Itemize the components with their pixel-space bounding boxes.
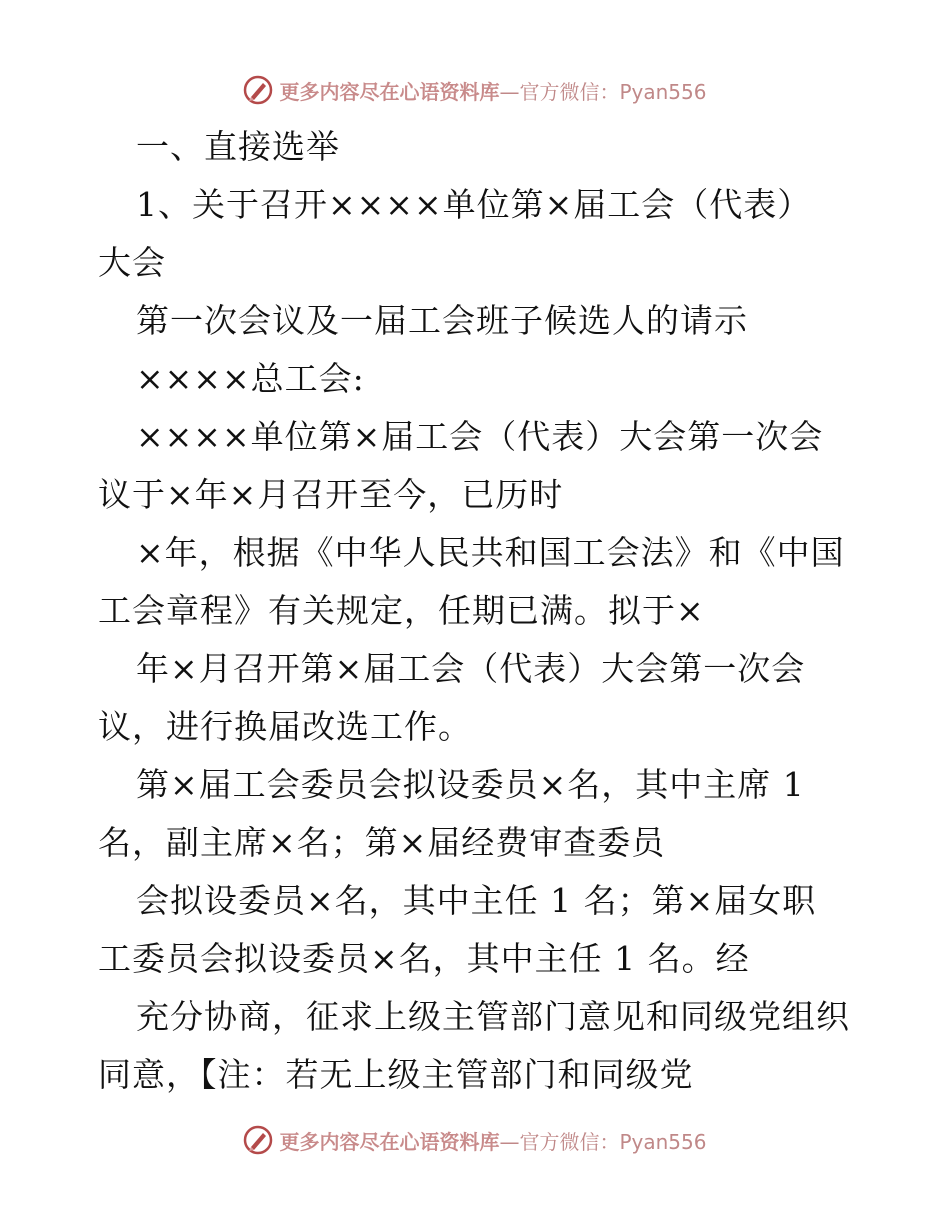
text-line: 名，副主席×名；第×届经费审查委员 <box>98 823 666 862</box>
text-line: ×年，根据《中华人民共和国工会法》和《中国 <box>136 533 845 572</box>
document-body <box>98 118 858 1104</box>
watermark-contact-text: —官方微信：Pyan556 <box>499 1129 707 1154</box>
text-line: 大会 <box>98 243 166 282</box>
text-line: 同意，【注：若无上级主管部门和同级党 <box>98 1055 694 1094</box>
text-line: 议于×年×月召开至今，已历时 <box>98 475 564 514</box>
header-watermark <box>0 70 950 110</box>
watermark-contact-text: —官方微信：Pyan556 <box>499 79 707 104</box>
text-line: 年×月召开第×届工会（代表）大会第一次会 <box>136 649 806 688</box>
text-line: 一、直接选举 <box>136 127 340 166</box>
text-line: 工委员会拟设委员×名，其中主任 1 名。经 <box>98 939 750 978</box>
text-line: ××××单位第×届工会（代表）大会第一次会 <box>136 417 824 456</box>
text-line: 1、关于召开××××单位第×届工会（代表） <box>136 185 812 224</box>
text-line: 第×届工会委员会拟设委员×名，其中主席 1 <box>136 765 805 804</box>
watermark-main-text: 更多内容尽在心语资料库 <box>279 1129 500 1154</box>
text-line: 充分协商，征求上级主管部门意见和同级党组织 <box>136 997 850 1036</box>
text-line: 第一次会议及一届工会班子候选人的请示 <box>136 301 748 340</box>
text-line: 会拟设委员×名，其中主任 1 名；第×届女职 <box>136 881 817 920</box>
pen-logo-icon <box>243 75 273 105</box>
text-line: 工会章程》有关规定，任期已满。拟于× <box>98 591 705 630</box>
watermark-main-text: 更多内容尽在心语资料库 <box>279 79 500 104</box>
text-line: ××××总工会: <box>136 359 365 398</box>
text-line: 议，进行换届改选工作。 <box>98 707 472 746</box>
pen-logo-icon <box>243 1125 273 1155</box>
footer-watermark <box>0 1120 950 1160</box>
